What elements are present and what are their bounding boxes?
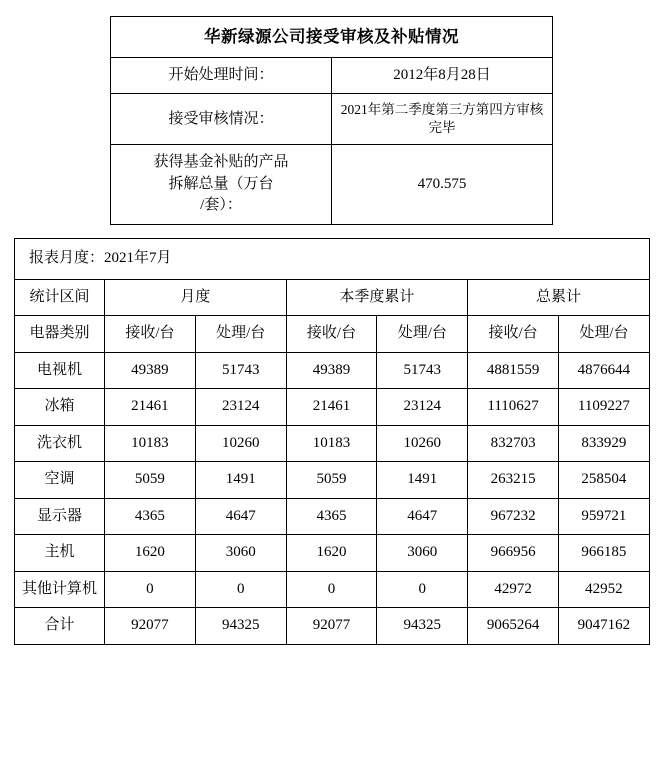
- row-value: 0: [377, 571, 468, 608]
- row-value: 10260: [195, 425, 286, 462]
- row-value: 263215: [468, 462, 559, 499]
- summary-row-subsidy-total: [111, 144, 553, 224]
- row-category: 电视机: [15, 352, 105, 389]
- row-value: 966185: [558, 535, 649, 572]
- row-value: 1491: [377, 462, 468, 499]
- row-value: 1491: [195, 462, 286, 499]
- row-category: 其他计算机: [15, 571, 105, 608]
- row-value: 51743: [195, 352, 286, 389]
- sub-header-col-4: 接收/台: [468, 316, 559, 353]
- table-row: [15, 389, 650, 426]
- row-value: 4881559: [468, 352, 559, 389]
- summary-table-container: [110, 16, 553, 225]
- row-value: 42972: [468, 571, 559, 608]
- subsidy-total-label-line2: 拆解总量（万台: [168, 175, 274, 192]
- row-value: 967232: [468, 498, 559, 535]
- row-value: 3060: [195, 535, 286, 572]
- table-row: [15, 535, 650, 572]
- row-value: 959721: [558, 498, 649, 535]
- row-value: 94325: [195, 608, 286, 645]
- table-row: [15, 498, 650, 535]
- summary-row-start-time: [111, 58, 553, 93]
- row-value: 92077: [286, 608, 377, 645]
- row-value: 10183: [105, 425, 196, 462]
- table-row: [15, 571, 650, 608]
- group-header-quarter: 本季度累计: [286, 279, 468, 316]
- row-value: 10183: [286, 425, 377, 462]
- row-value: 49389: [105, 352, 196, 389]
- row-value: 5059: [105, 462, 196, 499]
- row-category: 空调: [15, 462, 105, 499]
- main-data-table: [14, 238, 650, 645]
- summary-title-row: [111, 17, 553, 58]
- row-value: 5059: [286, 462, 377, 499]
- row-value: 49389: [286, 352, 377, 389]
- row-value: 23124: [377, 389, 468, 426]
- stat-interval-header: 统计区间: [15, 279, 105, 316]
- row-value: 966956: [468, 535, 559, 572]
- row-value: 1109227: [558, 389, 649, 426]
- row-value: 9065264: [468, 608, 559, 645]
- row-value: 10260: [377, 425, 468, 462]
- summary-row-audit-status: [111, 93, 553, 144]
- row-value: 3060: [377, 535, 468, 572]
- sub-header-col-3: 处理/台: [377, 316, 468, 353]
- summary-table: [110, 16, 553, 225]
- table-row-total: [15, 608, 650, 645]
- row-value: 4876644: [558, 352, 649, 389]
- row-value: 0: [195, 571, 286, 608]
- sub-header-col-5: 处理/台: [558, 316, 649, 353]
- row-value: 1110627: [468, 389, 559, 426]
- row-value: 1620: [105, 535, 196, 572]
- row-value: 4365: [286, 498, 377, 535]
- row-value: 833929: [558, 425, 649, 462]
- summary-title: 华新绿源公司接受审核及补贴情况: [111, 17, 553, 58]
- row-category: 洗衣机: [15, 425, 105, 462]
- start-time-value: 2012年8月28日: [332, 58, 553, 93]
- row-value: 42952: [558, 571, 649, 608]
- subsidy-total-label: [111, 144, 332, 224]
- table-row: [15, 462, 650, 499]
- subsidy-total-label-line1: 获得基金补贴的产品: [153, 153, 289, 170]
- report-month-row: [15, 239, 650, 280]
- sub-header-col-1: 处理/台: [195, 316, 286, 353]
- row-value: 0: [105, 571, 196, 608]
- row-value: 94325: [377, 608, 468, 645]
- row-value: 21461: [105, 389, 196, 426]
- group-header-row: [15, 279, 650, 316]
- row-value: 4647: [195, 498, 286, 535]
- row-value: 21461: [286, 389, 377, 426]
- audit-status-value: 2021年第二季度第三方第四方审核完毕: [332, 93, 553, 144]
- category-header: 电器类别: [15, 316, 105, 353]
- row-value: 832703: [468, 425, 559, 462]
- sub-header-row: [15, 316, 650, 353]
- row-value: 23124: [195, 389, 286, 426]
- subsidy-total-label-line3: /套）：: [200, 197, 242, 214]
- table-row: [15, 425, 650, 462]
- group-header-total: 总累计: [468, 279, 650, 316]
- row-category: 合计: [15, 608, 105, 645]
- row-value: 4365: [105, 498, 196, 535]
- table-row: [15, 352, 650, 389]
- audit-status-label: 接受审核情况：: [111, 93, 332, 144]
- start-time-label: 开始处理时间：: [111, 58, 332, 93]
- group-header-month: 月度: [105, 279, 287, 316]
- sub-header-col-2: 接收/台: [286, 316, 377, 353]
- report-month-label: 报表月度：2021年7月: [15, 239, 650, 280]
- row-category: 显示器: [15, 498, 105, 535]
- row-value: 51743: [377, 352, 468, 389]
- sub-header-col-0: 接收/台: [105, 316, 196, 353]
- row-value: 4647: [377, 498, 468, 535]
- row-category: 冰箱: [15, 389, 105, 426]
- row-value: 9047162: [558, 608, 649, 645]
- row-value: 92077: [105, 608, 196, 645]
- row-value: 258504: [558, 462, 649, 499]
- row-value: 1620: [286, 535, 377, 572]
- main-table-container: [14, 238, 649, 645]
- row-category: 主机: [15, 535, 105, 572]
- row-value: 0: [286, 571, 377, 608]
- subsidy-total-value: 470.575: [332, 144, 553, 224]
